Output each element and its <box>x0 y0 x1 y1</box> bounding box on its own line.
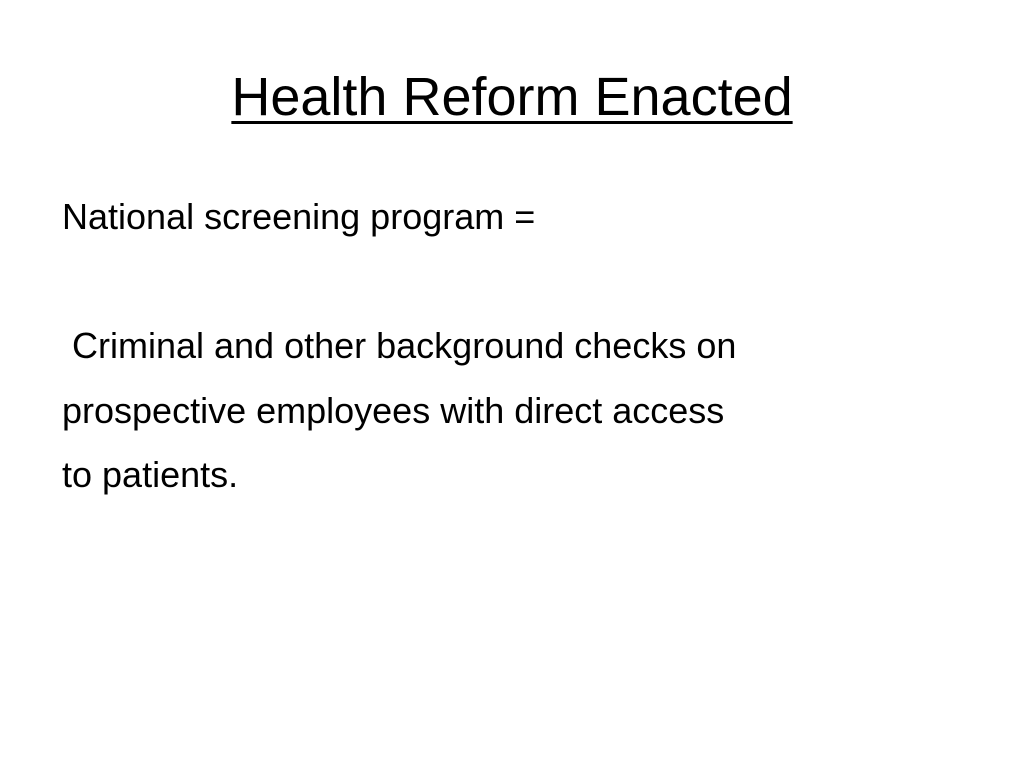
body-line-blank <box>62 250 962 315</box>
body-line-1: National screening program = <box>62 196 536 237</box>
body-line-4: to patients. <box>62 454 239 495</box>
slide-title: Health Reform Enacted <box>231 67 793 127</box>
body-line-2: Criminal and other background checks on <box>62 325 737 366</box>
body-line-3: prospective employees with direct access <box>62 389 725 431</box>
slide-body <box>62 185 962 508</box>
